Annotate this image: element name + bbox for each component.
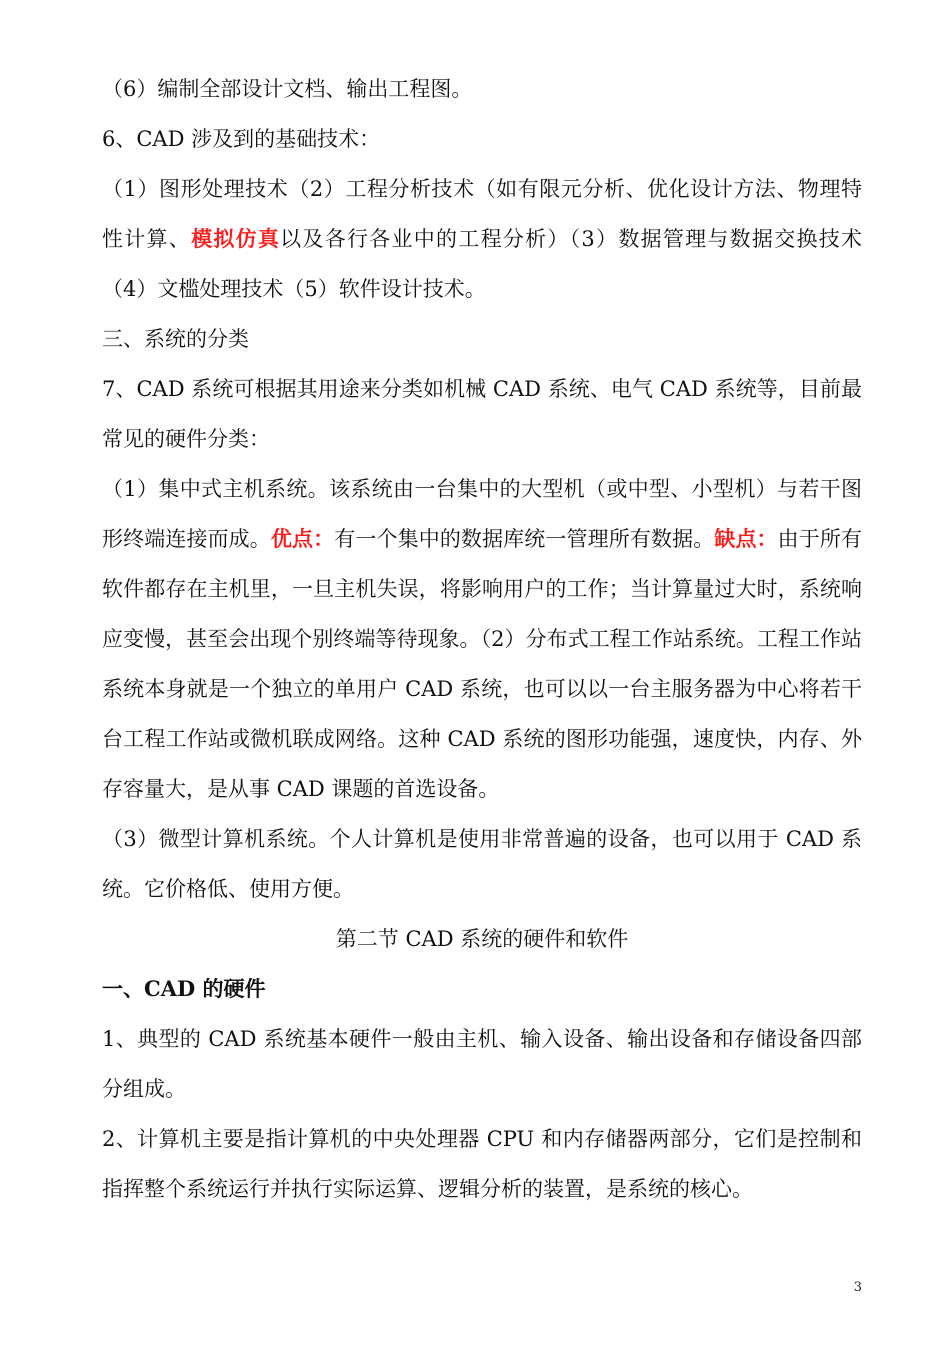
simulation-highlight: 模拟仿真	[191, 226, 281, 251]
section-title: 第二节 CAD 系统的硬件和软件	[335, 927, 629, 951]
document-body	[102, 64, 862, 1214]
centralized-system-paragraph	[102, 464, 862, 814]
paragraph-hardware-2: 2、计算机主要是指计算机的中央处理器 CPU 和内存储器两部分，它们是控制和指挥整个系统运行并执行实际运算、逻辑分析的装置，是系统的核心。	[102, 1127, 862, 1201]
cad-basic-tech-heading: 6、CAD 涉及到的基础技术：	[102, 127, 381, 151]
paragraph-hardware-1: 1、典型的 CAD 系统基本硬件一般由主机、输入设备、输出设备和存储设备四部分组成。	[102, 1027, 862, 1101]
microcomputer-system-paragraph: （3）微型计算机系统。个人计算机是使用非常普遍的设备，也可以用于 CAD 系统。它价格低、使用方便。	[102, 827, 862, 901]
advantage-label: 优点：	[270, 526, 335, 551]
paragraph-7: 7、CAD 系统可根据其用途来分类如机械 CAD 系统、电气 CAD 系统等，目前最常见的硬件分类：	[102, 377, 862, 451]
system-classification-heading: 三、系统的分类	[102, 327, 249, 351]
cad-basic-tech-list	[102, 164, 862, 314]
cad-hardware-heading: 一、CAD 的硬件	[102, 976, 266, 1001]
centralized-text: （1）集中式主机系统。该系统由一台集中的大型机（或中型、小型机）与若干图形终端连接而成。	[102, 477, 862, 551]
tech-list-part-2: 以及各行各业中的工程分析）（3）数据管理与数据交换技术（4）文槛处理技术（5）软件设计技术。	[102, 227, 863, 301]
page-number: 3	[853, 1280, 862, 1295]
tech-list-part-1: （1）图形处理技术（2）工程分析技术（如有限元分析、优化设计方法、物理特性计算、	[102, 177, 862, 251]
advantage-text: 有一个集中的数据库统一管理所有数据。	[334, 527, 715, 551]
item-6-design-docs: （6）编制全部设计文档、输出工程图。	[102, 77, 473, 101]
disadvantage-label: 缺点：	[714, 526, 778, 551]
disadvantage-and-distributed-text: 由于所有软件都存在主机里，一旦主机失误，将影响用户的工作；当计算量过大时，系统响应变慢，甚至会出现个别终端等待现象。（2）分布式工程工作站系统。工程工作站系统本身就是一个独立的单用户 CAD 系统，也可以以一台主服务器为中心将若干台工程工作站或微机联成网络。这种 CAD 系统的图形功能强，速度快，内存、外存容量大，是从事 CAD 课题的首选设备。	[102, 527, 863, 801]
